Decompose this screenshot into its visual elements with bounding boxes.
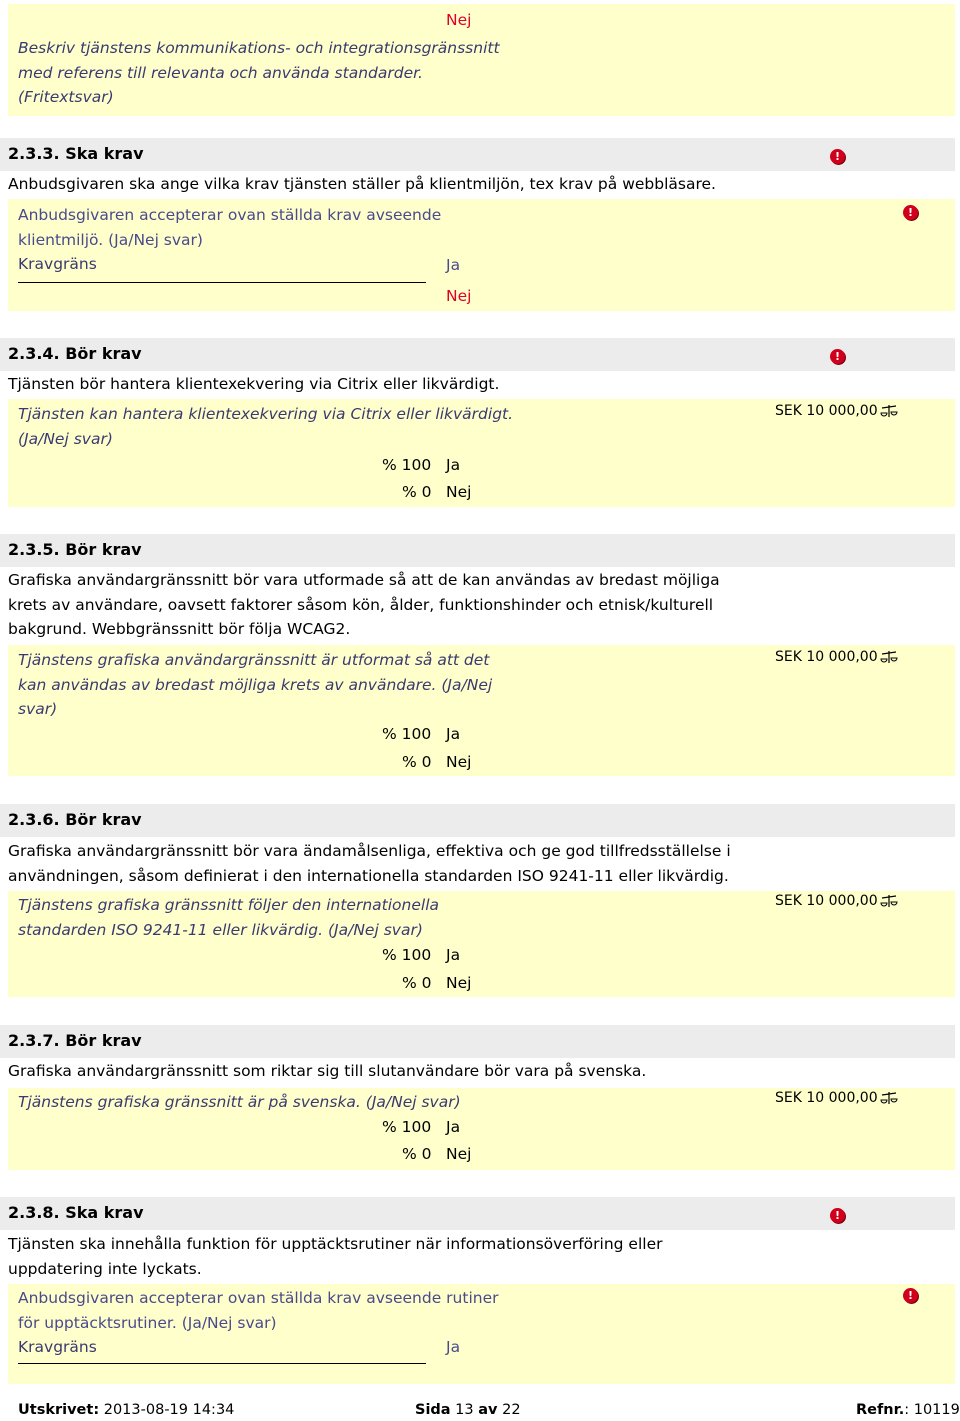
scale-icon bbox=[880, 650, 898, 664]
section-description: Grafiska användargränssnitt som riktar sig till slutanvändare bör vara på svenska. bbox=[8, 1062, 647, 1080]
answer-value: Nej bbox=[446, 11, 472, 29]
section-bar-2-3-6 bbox=[0, 804, 955, 837]
printed-date: Utskrivet: 2013-08-19 14:34 bbox=[18, 1402, 235, 1418]
scale-icon bbox=[880, 404, 898, 418]
warning-icon: ! bbox=[830, 149, 845, 164]
percent-0: % 0 bbox=[402, 1145, 432, 1163]
limit-underline bbox=[18, 1363, 426, 1364]
section-description: Grafiska användargränssnitt bör vara ändamålsenliga, effektiva och ge god tillfredsställelse i användningen, såsom definierat i den internationella standarden ISO 9241-11 eller likvärdig. bbox=[8, 842, 731, 885]
option-nej: Nej bbox=[446, 1145, 472, 1163]
answer-question: Tjänstens grafiska användargränssnitt är utformat så att det kan användas av bredast möjliga krets av användare. (Ja/Nej svar) bbox=[18, 651, 493, 718]
option-nej: Nej bbox=[446, 974, 472, 992]
price-value: SEK 10 000,00 bbox=[775, 403, 878, 419]
percent-0: % 0 bbox=[402, 974, 432, 992]
price-value: SEK 10 000,00 bbox=[775, 1090, 878, 1106]
warning-icon: ! bbox=[903, 205, 918, 220]
option-ja: Ja bbox=[446, 946, 461, 964]
warning-icon: ! bbox=[830, 349, 845, 364]
section-description: Grafiska användargränssnitt bör vara utformade så att de kan användas av bredast möjliga krets av användare, oavsett faktorer såsom kön, ålder, funktionshinder och etnisk/kulturell bakgrund. Webbgränssnitt bör följa WCAG2. bbox=[8, 571, 720, 638]
option-ja: Ja bbox=[446, 725, 461, 743]
section-description: Tjänsten bör hantera klientexekvering via Citrix eller likvärdigt. bbox=[8, 375, 500, 393]
answer-question: Tjänstens grafiska gränssnitt följer den internationella standarden ISO 9241-11 eller likvärdig. (Ja/Nej svar) bbox=[18, 896, 439, 939]
section-heading-2-3-8: 2.3.8. Ska krav bbox=[8, 1203, 144, 1222]
limit-underline bbox=[18, 282, 426, 283]
scale-icon bbox=[880, 1091, 898, 1105]
section-heading-2-3-5: 2.3.5. Bör krav bbox=[8, 540, 142, 559]
price-value: SEK 10 000,00 bbox=[775, 649, 878, 665]
option-ja: Ja bbox=[446, 1118, 461, 1136]
section-bar-2-3-7 bbox=[0, 1025, 955, 1058]
percent-100: % 100 bbox=[382, 725, 432, 743]
answer-question: Anbudsgivaren accepterar ovan ställda krav avseende rutiner för upptäcktsrutiner. (Ja/Nej svar) bbox=[18, 1289, 499, 1332]
warning-icon: ! bbox=[903, 1288, 918, 1303]
limit-label: Kravgräns bbox=[18, 1338, 97, 1356]
section-heading-2-3-4: 2.3.4. Bör krav bbox=[8, 344, 142, 363]
option-nej: Nej bbox=[446, 753, 472, 771]
option-nej: Nej bbox=[446, 483, 472, 501]
answer-question: Tjänsten kan hantera klientexekvering via Citrix eller likvärdigt. (Ja/Nej svar) bbox=[18, 405, 514, 448]
section-description: Anbudsgivaren ska ange vilka krav tjänsten ställer på klientmiljön, tex krav på webbläsare. bbox=[8, 175, 716, 193]
reference-number: Refnr.: 10119 bbox=[856, 1402, 960, 1418]
answer-question: Tjänstens grafiska gränssnitt är på svenska. (Ja/Nej svar) bbox=[18, 1093, 461, 1111]
warning-icon: ! bbox=[830, 1208, 845, 1223]
section-bar-2-3-5 bbox=[0, 534, 955, 567]
question-text: Beskriv tjänstens kommunikations- och integrationsgränssnitt med referens till relevanta och använda standarder. (Fritextsvar) bbox=[18, 39, 500, 106]
percent-100: % 100 bbox=[382, 1118, 432, 1136]
option-ja: Ja bbox=[446, 1338, 461, 1356]
section-heading-2-3-3: 2.3.3. Ska krav bbox=[8, 144, 144, 163]
percent-0: % 0 bbox=[402, 483, 432, 501]
scale-icon bbox=[880, 894, 898, 908]
price-value: SEK 10 000,00 bbox=[775, 893, 878, 909]
section-bar-2-3-4 bbox=[0, 338, 955, 371]
limit-label: Kravgräns bbox=[18, 255, 97, 273]
option-nej: Nej bbox=[446, 287, 472, 305]
option-ja: Ja bbox=[446, 256, 461, 274]
section-description: Tjänsten ska innehålla funktion för upptäcktsrutiner när informationsöverföring eller uppdatering inte lyckats. bbox=[8, 1235, 663, 1278]
section-heading-2-3-6: 2.3.6. Bör krav bbox=[8, 810, 142, 829]
section-heading-2-3-7: 2.3.7. Bör krav bbox=[8, 1031, 142, 1050]
percent-0: % 0 bbox=[402, 753, 432, 771]
percent-100: % 100 bbox=[382, 946, 432, 964]
answer-question: Anbudsgivaren accepterar ovan ställda krav avseende klientmiljö. (Ja/Nej svar) bbox=[18, 206, 442, 249]
percent-100: % 100 bbox=[382, 456, 432, 474]
page-number: Sida 13 av 22 bbox=[415, 1402, 521, 1418]
option-ja: Ja bbox=[446, 456, 461, 474]
